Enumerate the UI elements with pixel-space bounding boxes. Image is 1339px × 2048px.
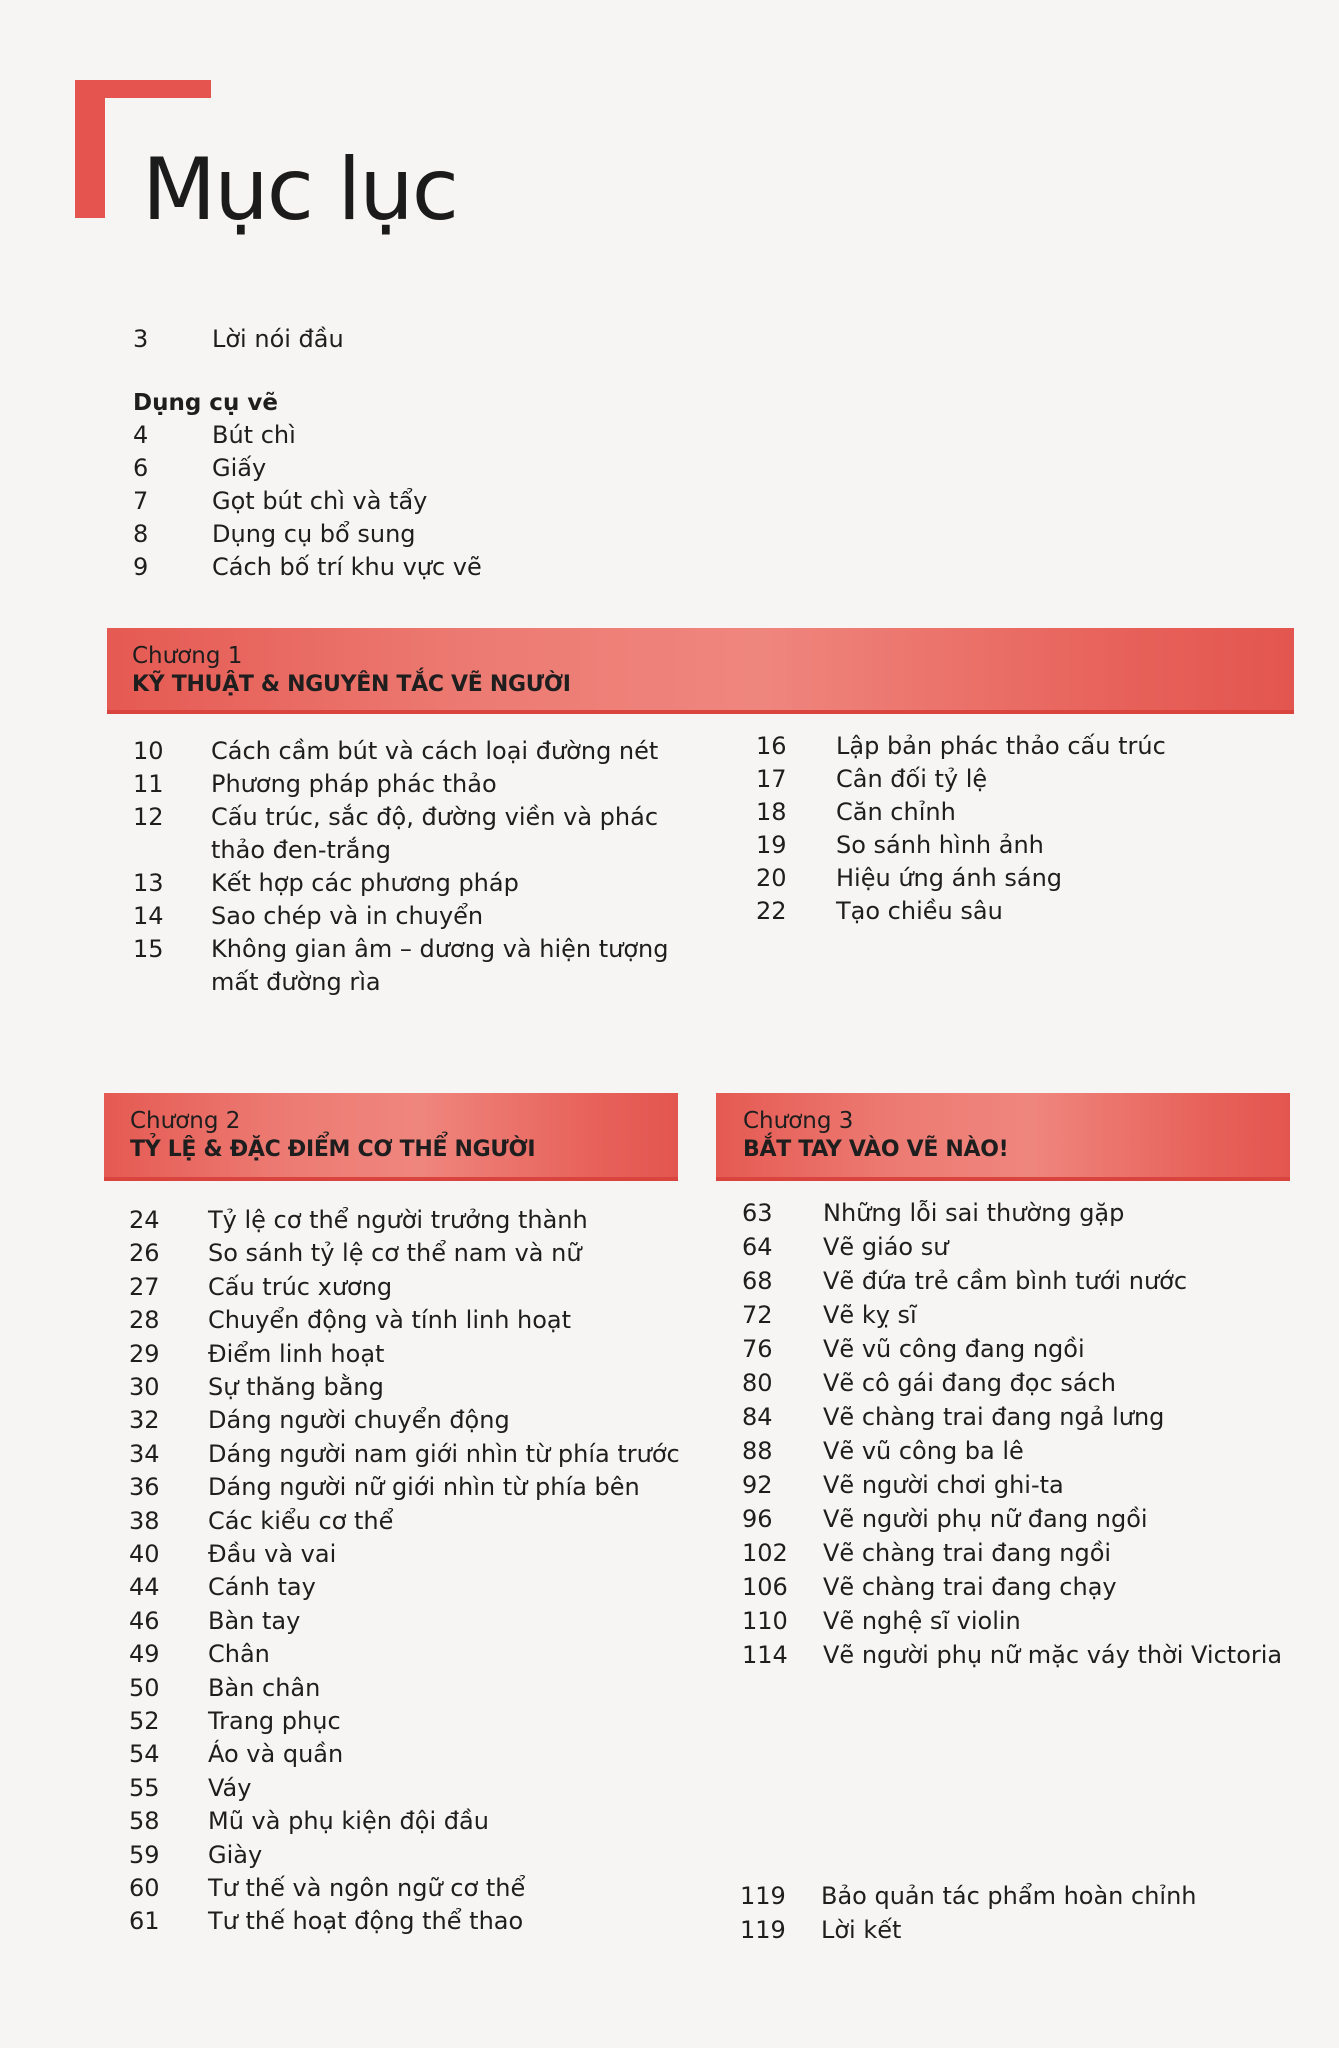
toc-entry-title: Lời kết [821,1916,902,1944]
toc-page-number: 63 [742,1199,773,1227]
toc-page-number: 119 [740,1916,786,1944]
toc-entry-title: Mũ và phụ kiện đội đầu [208,1807,489,1836]
toc-entry-title: Vẽ giáo sư [823,1233,949,1261]
toc-entry-title: Vẽ kỵ sĩ [823,1301,917,1329]
toc-entry-title: Dáng người chuyển động [208,1406,510,1435]
chapter-3-label: Chương 3 [743,1108,854,1134]
toc-entry-title: Không gian âm – dương và hiện tượng [211,935,669,963]
toc-entry-title: Vẽ chàng trai đang ngả lưng [823,1403,1165,1431]
toc-page-number: 49 [129,1640,160,1669]
toc-entry-title: Gọt bút chì và tẩy [212,487,428,515]
toc-page-number: 27 [129,1272,160,1301]
section-heading-tools: Dụng cụ vẽ [133,390,278,416]
toc-entry-title: Dáng người nam giới nhìn từ phía trước [208,1439,680,1468]
toc-entry-title: Căn chỉnh [836,798,956,826]
toc-entry-title: Vẽ người phụ nữ đang ngồi [823,1505,1148,1533]
toc-entry-title: So sánh tỷ lệ cơ thể nam và nữ [208,1239,582,1268]
toc-entry-title: Cấu trúc xương [208,1272,393,1301]
toc-entry-title: Cấu trúc, sắc độ, đường viền và phác [211,803,659,831]
toc-page-number: 19 [756,831,787,859]
toc-entry-title: Tỷ lệ cơ thể người trưởng thành [208,1206,588,1234]
toc-page-number: 36 [129,1473,160,1502]
toc-entry-title: Váy [208,1773,252,1802]
toc-page-number: 3 [133,325,149,353]
toc-entry-title: Cánh tay [208,1573,316,1602]
chapter-1-title: KỸ THUẬT & NGUYÊN TẮC VẼ NGƯỜI [132,672,571,697]
toc-page-number: 4 [133,421,149,449]
chapter-3-header[interactable] [716,1093,1290,1181]
toc-entry-title: Vẽ chàng trai đang ngồi [823,1539,1112,1567]
toc-page-number: 38 [129,1506,160,1535]
toc-entry-title: Điểm linh hoạt [208,1339,385,1368]
toc-page-number: 30 [129,1373,160,1401]
toc-entry-title: Tạo chiều sâu [836,897,1003,925]
toc-page-number: 60 [129,1874,160,1902]
toc-page-number: 110 [742,1607,788,1635]
toc-page-number: 54 [129,1740,160,1769]
toc-page-number: 13 [133,869,164,897]
toc-page-number: 15 [133,935,164,963]
toc-page-number: 9 [133,553,149,581]
toc-page-number: 11 [133,770,164,798]
toc-page-number: 7 [133,487,149,515]
toc-page-number: 34 [129,1439,160,1468]
toc-page-number: 58 [129,1807,160,1836]
toc-page-number: 46 [129,1606,160,1635]
toc-page-number: 32 [129,1406,160,1435]
toc-entry-title: Vẽ chàng trai đang chạy [823,1573,1117,1601]
chapter-1-label: Chương 1 [132,643,243,669]
toc-entry-title: Dụng cụ bổ sung [212,520,416,548]
page-title: Mục lục [142,140,458,240]
toc-entry-title: So sánh hình ảnh [836,831,1044,859]
toc-entry-title: Các kiểu cơ thể [208,1506,394,1535]
toc-page-number: 6 [133,454,149,482]
toc-page-number: 26 [129,1239,160,1268]
toc-page-number: 29 [129,1339,160,1368]
toc-page-number: 96 [742,1505,773,1533]
toc-entry-title: Tư thế và ngôn ngữ cơ thể [208,1874,526,1902]
toc-entry-title: Bút chì [212,421,296,449]
toc-page-number: 119 [740,1882,786,1910]
chapter-2-title: TỶ LỆ & ĐẶC ĐIỂM CƠ THỂ NGƯỜI [130,1137,536,1162]
toc-entry-title: Bảo quản tác phẩm hoàn chỉnh [821,1882,1197,1910]
toc-entry-title: Áo và quần [208,1740,344,1769]
toc-entry-title: Dáng người nữ giới nhìn từ phía bên [208,1473,640,1502]
toc-page-number: 55 [129,1773,160,1802]
toc-entry-title: Sự thăng bằng [208,1373,384,1401]
toc-entry-title: Phương pháp phác thảo [211,770,497,798]
toc-entry-title: Những lỗi sai thường gặp [823,1199,1125,1227]
toc-entry-title: Vẽ người chơi ghi-ta [823,1471,1064,1499]
toc-page-number: 114 [742,1641,788,1669]
toc-page-number: 20 [756,864,787,892]
toc-page-number: 40 [129,1540,160,1568]
chapter-3-title: BẮT TAY VÀO VẼ NÀO! [743,1137,1009,1162]
toc-page-number: 14 [133,902,164,930]
toc-page-number: 8 [133,520,149,548]
toc-page-number: 22 [756,897,787,925]
toc-page-number: 10 [133,737,164,765]
toc-page-number: 17 [756,765,787,793]
toc-entry-title: Lời nói đầu [212,325,344,353]
toc-page-number: 102 [742,1539,788,1567]
chapter-2-header[interactable] [104,1093,678,1181]
toc-entry-title: Bàn chân [208,1673,321,1702]
toc-entry-title: Vẽ cô gái đang đọc sách [823,1369,1116,1397]
toc-entry-title: Chuyển động và tính linh hoạt [208,1306,572,1335]
toc-page-number: 72 [742,1301,773,1329]
toc-page-number: 88 [742,1437,773,1465]
toc-page-number: 44 [129,1573,160,1602]
toc-entry-title: Kết hợp các phương pháp [211,869,519,897]
toc-entry-title: Cân đối tỷ lệ [836,765,988,793]
toc-page-number: 76 [742,1335,773,1363]
toc-page-number: 16 [756,732,787,760]
toc-entry-title: Bàn tay [208,1606,301,1635]
toc-entry-title: Hiệu ứng ánh sáng [836,864,1063,892]
toc-entry-title: Vẽ vũ công ba lê [823,1437,1024,1465]
toc-entry-title-continued: thảo đen-trắng [211,836,391,864]
toc-page-number: 64 [742,1233,773,1261]
toc-page-number: 80 [742,1369,773,1397]
toc-entry-title: Giày [208,1840,263,1869]
toc-page-number: 106 [742,1573,788,1601]
toc-page-number: 28 [129,1306,160,1335]
toc-page-number: 92 [742,1471,773,1499]
toc-entry-title: Tư thế hoạt động thể thao [208,1907,524,1936]
toc-entry-title: Chân [208,1640,270,1669]
toc-page-number: 68 [742,1267,773,1295]
toc-page-number: 24 [129,1206,160,1234]
corner-accent-vertical [75,80,105,218]
chapter-1-header[interactable] [107,628,1294,714]
toc-page-number: 84 [742,1403,773,1431]
toc-page-number: 18 [756,798,787,826]
toc-page-number: 12 [133,803,164,831]
toc-entry-title-continued: mất đường rìa [211,968,381,996]
toc-page-number: 52 [129,1707,160,1735]
toc-entry-title: Vẽ đứa trẻ cầm bình tưới nước [823,1267,1188,1295]
toc-entry-title: Trang phục [208,1707,341,1735]
toc-page-number: 59 [129,1840,160,1869]
toc-entry-title: Vẽ người phụ nữ mặc váy thời Victoria [823,1641,1283,1669]
toc-entry-title: Đầu và vai [208,1540,337,1568]
toc-entry-title: Vẽ nghệ sĩ violin [823,1607,1021,1635]
toc-entry-title: Cách bố trí khu vực vẽ [212,553,482,581]
toc-entry-title: Sao chép và in chuyển [211,902,484,930]
toc-page-number: 61 [129,1907,160,1936]
toc-entry-title: Lập bản phác thảo cấu trúc [836,732,1166,760]
toc-page-number: 50 [129,1673,160,1702]
chapter-2-label: Chương 2 [130,1108,241,1134]
toc-entry-title: Vẽ vũ công đang ngồi [823,1335,1085,1363]
toc-entry-title: Giấy [212,454,267,482]
toc-entry-title: Cách cầm bút và cách loại đường nét [211,737,659,765]
